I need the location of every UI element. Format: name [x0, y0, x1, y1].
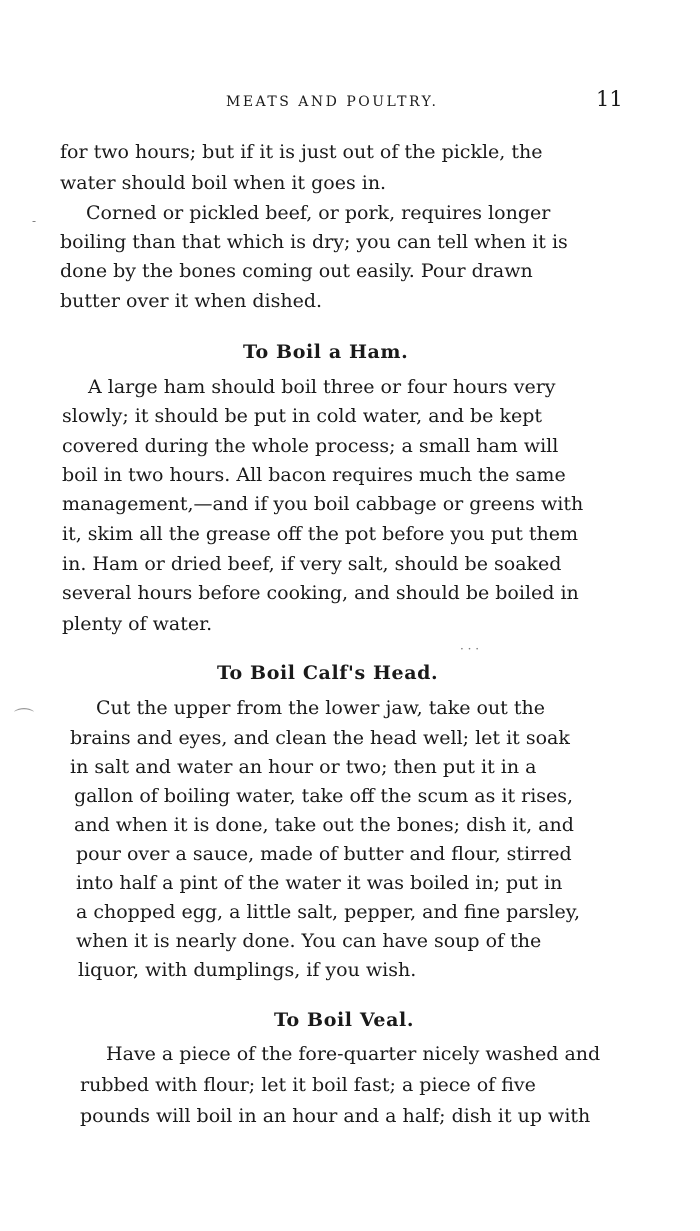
- intro-line: Corned or pickled beef, or pork, requires longer: [86, 202, 551, 224]
- paragraph-line: in salt and water an hour or two; then put it in a: [70, 756, 537, 778]
- intro-line: butter over it when dished.: [60, 290, 323, 312]
- intro-line: for two hours; but if it is just out of the pickle, the: [60, 141, 543, 163]
- paragraph-line: A large ham should boil three or four hours very: [88, 376, 556, 398]
- section-heading: To Boil a Ham.: [243, 341, 409, 363]
- paragraph-line: covered during the whole process; a small ham will: [62, 435, 559, 457]
- running-title: MEATS AND POULTRY.: [226, 94, 439, 110]
- paragraph-line: it, skim all the grease off the pot before you put them: [62, 523, 579, 545]
- paragraph-line: in. Ham or dried beef, if very salt, should be soaked: [62, 553, 562, 575]
- paragraph-line: management,—and if you boil cabbage or greens with: [62, 493, 584, 515]
- paragraph-line: brains and eyes, and clean the head well; let it soak: [70, 727, 570, 749]
- paragraph-line: gallon of boiling water, take off the scum as it rises,: [74, 785, 574, 807]
- paragraph-line: plenty of water.: [62, 613, 213, 635]
- section-heading: To Boil Veal.: [274, 1009, 415, 1031]
- scan-speck: · · ·: [460, 642, 480, 656]
- paragraph-line: Have a piece of the fore-quarter nicely washed and: [106, 1043, 601, 1065]
- scan-speck: -: [32, 214, 37, 228]
- paragraph-line: pounds will boil in an hour and a half; dish it up with: [80, 1105, 591, 1127]
- paragraph-line: several hours before cooking, and should be boiled in: [62, 582, 579, 604]
- intro-line: done by the bones coming out easily. Pour drawn: [60, 260, 533, 282]
- paragraph-line: a chopped egg, a little salt, pepper, and fine parsley,: [76, 901, 581, 923]
- intro-line: boiling than that which is dry; you can tell when it is: [60, 231, 568, 253]
- paragraph-line: boil in two hours. All bacon requires much the same: [62, 464, 566, 486]
- paragraph-line: Cut the upper from the lower jaw, take out the: [96, 697, 545, 719]
- paragraph-line: and when it is done, take out the bones; dish it, and: [74, 814, 574, 836]
- scan-speck: ⌒: [14, 706, 34, 730]
- paragraph-line: slowly; it should be put in cold water, and be kept: [62, 405, 543, 427]
- intro-line: water should boil when it goes in.: [60, 172, 387, 194]
- paragraph-line: pour over a sauce, made of butter and flour, stirred: [76, 843, 572, 865]
- page-number: 11: [596, 87, 623, 111]
- paragraph-line: rubbed with flour; let it boil fast; a piece of five: [80, 1074, 536, 1096]
- paragraph-line: when it is nearly done. You can have soup of the: [76, 930, 542, 952]
- section-heading: To Boil Calf's Head.: [217, 662, 439, 684]
- paragraph-line: into half a pint of the water it was boiled in; put in: [76, 872, 563, 894]
- paragraph-line: liquor, with dumplings, if you wish.: [78, 959, 417, 981]
